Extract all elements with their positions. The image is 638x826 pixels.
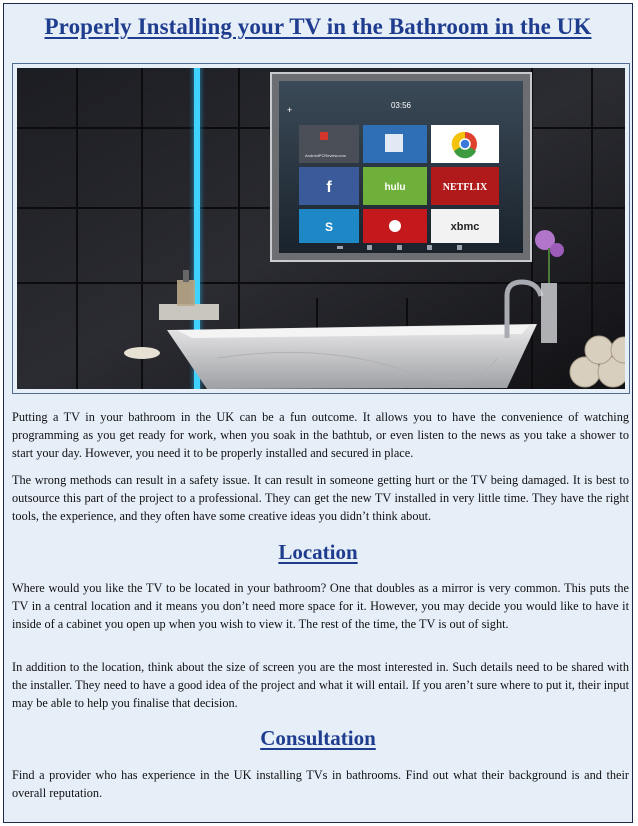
bathroom-tv-photo bbox=[17, 68, 625, 389]
hero-image-frame bbox=[12, 63, 630, 394]
paragraph-intro: Putting a TV in your bathroom in the UK can be a fun outcome. It allows you to have the convenience of watching programming as you get ready for work, when you soak in the bathtub, or even listen to the news as you take a shower to start your day. However, you need it to be properly installed and secured in place. bbox=[12, 410, 629, 460]
app-red-icon bbox=[389, 220, 401, 232]
tile-caption: AndroidPCReview.com bbox=[305, 153, 346, 158]
paragraph-consultation: Find a provider who has experience in the UK installing TVs in bathrooms. Find out what their background is and their overall reputation. bbox=[12, 768, 629, 800]
page bbox=[3, 3, 633, 823]
screen-clock: 03:56 bbox=[390, 101, 412, 110]
soap-bottle bbox=[177, 280, 195, 306]
paragraph-safety: The wrong methods can result in a safety issue. It can result in someone getting hurt or the TV being damaged. It is best to outsource this part of the project to a professional. They can get the new TV installed in very little time. They have the right tools, the experience, and they often have some creative ideas you didn’t think about. bbox=[12, 473, 629, 523]
shelf bbox=[159, 304, 219, 320]
hulu-logo: hulu bbox=[384, 182, 406, 193]
paragraph-screen-size: In addition to the location, think about the size of screen you are the most interested in. Such details need to be shared with the installer. They need to have a good idea of the project and what it will entail. If you aren’t sure where to put it, their input may be able to help you finalise that decision. bbox=[12, 660, 629, 710]
store-icon bbox=[385, 134, 403, 152]
paragraph-location: Where would you like the TV to be located in your bathroom? One that doubles as a mirror is very common. This puts the TV in a central location and it means you don’t need more space for it. However, you may decide you would like to have it inside of a cabinet you open up when you wish to view it. The rest of the time, the TV is out of sight. bbox=[12, 581, 629, 631]
facebook-icon: f bbox=[326, 179, 332, 196]
vase bbox=[541, 283, 557, 343]
xbmc-logo: xbmc bbox=[450, 221, 480, 233]
heading-consultation: Consultation bbox=[260, 726, 376, 750]
skype-icon: S bbox=[324, 220, 334, 234]
plus-icon: + bbox=[287, 105, 293, 115]
page-title: Properly Installing your TV in the Bathroom in the UK bbox=[44, 14, 592, 39]
netflix-logo: NETFLIX bbox=[442, 182, 488, 193]
heading-location: Location bbox=[278, 540, 358, 564]
app-logo-icon bbox=[320, 132, 328, 140]
bathroom-tv-illustration bbox=[17, 68, 625, 389]
soap-pump bbox=[183, 270, 189, 282]
soap-bar bbox=[124, 347, 160, 359]
